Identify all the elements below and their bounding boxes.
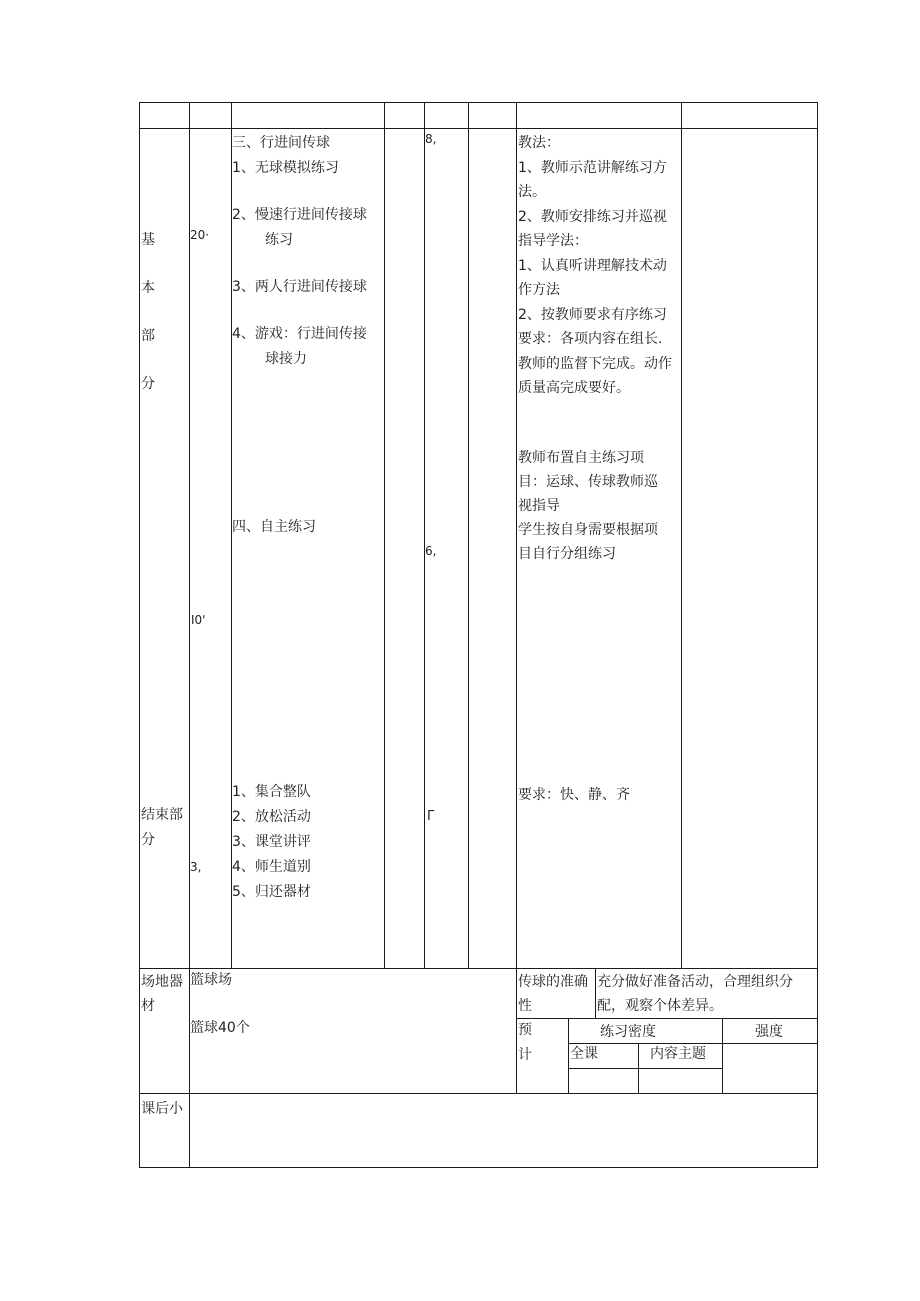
content-line: 练习 bbox=[265, 232, 293, 248]
subheader-row-border bbox=[568, 1068, 723, 1069]
self-practice-line: 学生按自身需要根据项 bbox=[518, 522, 658, 538]
method-line: 2、教师安排练习并巡视 bbox=[518, 209, 667, 225]
estimate-label-2: 计 bbox=[518, 1047, 532, 1063]
section-basic-char-4: 分 bbox=[141, 376, 155, 392]
content-line: 5、归还器材 bbox=[232, 884, 311, 900]
content-topic-header: 内容主题 bbox=[650, 1046, 706, 1062]
self-practice-line: 目：运球、传球教师巡 bbox=[518, 474, 658, 490]
col-divider-3 bbox=[384, 102, 385, 968]
content-topic-divider bbox=[638, 1043, 639, 1093]
table-bottom-border bbox=[139, 1167, 818, 1168]
method-line: 2、按教师要求有序练习 bbox=[518, 307, 667, 323]
table-right-border bbox=[817, 102, 818, 1168]
col-divider-7 bbox=[681, 102, 682, 968]
method-line: 要求：各项内容在组长. bbox=[518, 331, 663, 347]
intensity-header: 强度 bbox=[755, 1024, 783, 1040]
col-divider-1 bbox=[189, 102, 190, 1168]
method-line: 质量高完成要好。 bbox=[518, 380, 630, 396]
method-line: 指导学法： bbox=[518, 233, 588, 249]
col-divider-5 bbox=[468, 102, 469, 968]
whole-class-header: 全课 bbox=[570, 1046, 598, 1062]
method-line: 教师的监督下完成。动作 bbox=[518, 356, 672, 372]
count-3: Γ bbox=[427, 809, 435, 824]
footer-bottom-border bbox=[139, 1093, 818, 1094]
self-practice-line: 教师布置自主练习项 bbox=[518, 450, 644, 466]
content-line: 球接力 bbox=[265, 351, 307, 367]
key-point-label: 传球的准确 bbox=[518, 974, 588, 990]
content-line: 1、无球模拟练习 bbox=[232, 160, 339, 176]
venue-2: 篮球40个 bbox=[190, 1020, 250, 1036]
col-divider-6 bbox=[516, 102, 517, 1093]
method-line: 作方法 bbox=[518, 282, 560, 298]
method-line: 教法： bbox=[518, 135, 560, 151]
section-basic-char-3: 部 bbox=[141, 328, 155, 344]
venue-label: 场地器 bbox=[141, 974, 183, 990]
content-line: 4、游戏：行进间传接 bbox=[232, 326, 367, 342]
table-top-border bbox=[139, 102, 818, 103]
keypoint-divider bbox=[595, 968, 596, 1018]
method-line: 1、教师示范讲解练习方 bbox=[518, 160, 667, 176]
key-point-text: 充分做好准备活动，合理组织分 bbox=[597, 974, 793, 990]
venue-1: 篮球场 bbox=[190, 972, 232, 988]
key-point-label-2: 性 bbox=[518, 998, 532, 1014]
section-basic-char-2: 本 bbox=[141, 280, 155, 296]
key-point-text-2: 配，观察个体差异。 bbox=[597, 998, 723, 1014]
col-divider-4 bbox=[424, 102, 425, 968]
estimate-divider bbox=[568, 1018, 569, 1093]
method-line: 1、认真听讲理解技术动 bbox=[518, 258, 667, 274]
section-basic-char-1: 基 bbox=[141, 232, 155, 248]
content-line: 三、行进间传球 bbox=[232, 135, 330, 151]
table-left-border bbox=[139, 102, 140, 1168]
section-end-line-1: 结束部 bbox=[141, 807, 183, 823]
content-line: 1、集合整队 bbox=[232, 784, 311, 800]
time-basic: 20· bbox=[190, 228, 210, 242]
self-practice-line: 视指导 bbox=[518, 498, 560, 514]
summary-label: 课后小 bbox=[141, 1101, 183, 1117]
content-line: 2、放松活动 bbox=[232, 809, 311, 825]
content-line: 4、师生道别 bbox=[232, 859, 311, 875]
time-end: 3, bbox=[190, 860, 202, 874]
section-end-line-2: 分 bbox=[141, 832, 155, 848]
content-line: 2、慢速行进间传接球 bbox=[232, 207, 367, 223]
body-bottom-border bbox=[139, 968, 818, 969]
end-requirement: 要求：快、静、齐 bbox=[518, 787, 630, 803]
header-row-bottom-border bbox=[139, 128, 818, 129]
count-1: 8, bbox=[425, 132, 437, 146]
count-2: 6, bbox=[425, 544, 437, 558]
time-practice: I0' bbox=[191, 613, 206, 627]
estimate-label: 预 bbox=[518, 1022, 532, 1038]
intensity-divider bbox=[722, 1018, 723, 1093]
self-practice-line: 目自行分组练习 bbox=[518, 546, 616, 562]
content-line: 3、课堂讲评 bbox=[232, 834, 311, 850]
density-header: 练习密度 bbox=[600, 1024, 656, 1040]
content-line: 3、两人行进间传接球 bbox=[232, 279, 367, 295]
content-line: 四、自主练习 bbox=[232, 519, 316, 535]
venue-label-2: 材 bbox=[141, 998, 155, 1014]
method-line: 法。 bbox=[518, 184, 546, 200]
